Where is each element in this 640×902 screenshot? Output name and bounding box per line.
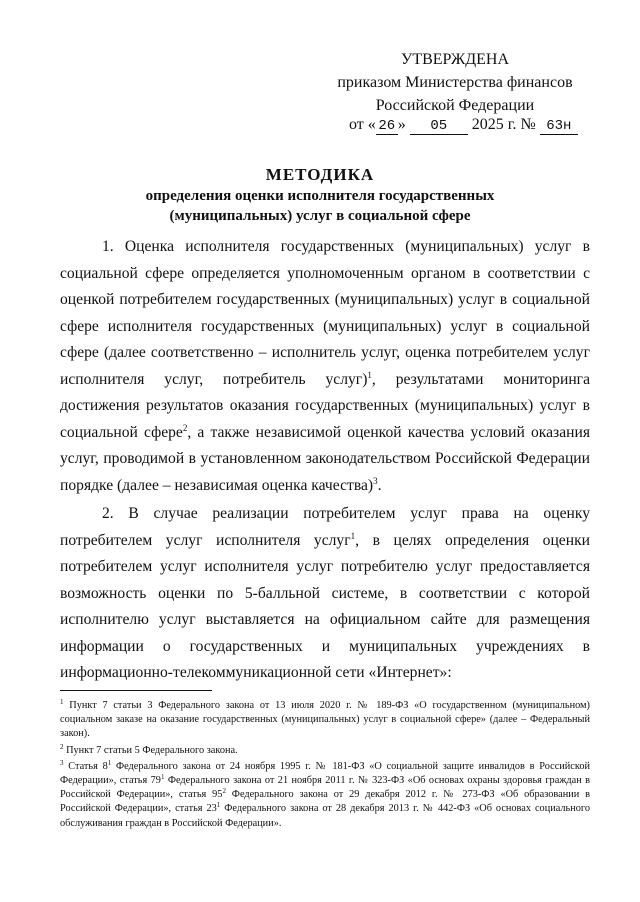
footnote-divider — [60, 690, 212, 691]
order-number: 63н — [540, 118, 578, 135]
approval-country-line: Российской Федерации — [375, 97, 535, 114]
footnote-3-mark: 3 — [60, 758, 64, 767]
document-title — [60, 164, 580, 226]
paragraph-1-text-c: , а также независимой оценкой качества условий оказания услуг, проводимой в установленном законодательством Российской Федерации порядке (далее – независимая оценка качества) — [60, 423, 590, 494]
order-date-number — [349, 116, 578, 135]
title-main: МЕТОДИКА — [265, 165, 375, 184]
approval-ministry-line: приказом Министерства финансов — [337, 74, 573, 91]
title-subtitle-1: определения оценки исполнителя государственных — [145, 188, 495, 204]
title-subtitle-2: (муниципальных) услуг в социальной сфере — [169, 208, 471, 224]
footnote-ref-1: 1 — [367, 369, 372, 380]
footnote-2-mark: 2 — [60, 742, 64, 751]
footnote-1-mark: 1 — [60, 698, 64, 706]
footnote-ref-3: 3 — [373, 475, 378, 486]
footnote-3 — [60, 760, 590, 831]
order-close-quote: » — [397, 116, 406, 133]
footnote-2-text: Пункт 7 статьи 5 Федерального закона. — [63, 744, 238, 756]
footnote-ref-1-repeat: 1 — [350, 530, 356, 541]
footnote-3-text-d: Федерального закона от 29 декабря 2012 г. № 273-ФЗ «Об образовании в Российской Федерации», статья 23 — [60, 789, 590, 815]
footnote-3-sup-1: 1 — [107, 758, 112, 767]
paragraph-1-text-a: 1. Оценка исполнителя государственных (муниципальных) услуг в социальной сфере определяется уполномоченным органом в соответствии с оценкой потребителем государственных (муниципальных) услуг в социальной сфере исполнителя государственных (муниципальных) услуг в социальной сфере (далее соответственно – исполнитель услуг, оценка потребителем услуг исполнителя услуг, потребитель услуг) — [60, 238, 590, 388]
paragraph-2-text-b: , в целях определения оценки потребителем услуг исполнителя услуг потребителю услуг предоставляется возможность оценки по 5-балльной системе, в соответствии с которой исполнителю услуг выставляется на официальном сайте для размещения информации о государственных и муниципальных учреждениях в информационно-телекоммуникационной сети «Интернет»: — [60, 531, 590, 681]
order-year-label: 2025 г. № — [471, 116, 536, 133]
approval-block — [330, 48, 580, 117]
paragraph-1 — [60, 234, 590, 499]
order-from-label: от « — [349, 116, 376, 133]
footnote-3-sup-4: 1 — [216, 801, 221, 810]
order-day: 26 — [376, 118, 398, 135]
order-month: 05 — [410, 118, 468, 135]
footnote-ref-2: 2 — [182, 422, 188, 433]
footnote-1-text: Пункт 7 статьи 3 Федерального закона от 13 июля 2020 г. № 189-ФЗ «О государственном (муниципальном) социальном заказе на оказание государственных (муниципальных) услуг в социальной сфере» (далее – Федеральный закон). — [60, 700, 590, 740]
footnote-3-sup-2: 1 — [160, 773, 165, 782]
footnotes-block — [60, 699, 590, 833]
paragraph-1-text-b: , результатами мониторинга достижения результатов оказания государственных (муниципальных) услуг в социальной сфере — [60, 370, 590, 441]
footnote-3-sup-3: 2 — [222, 787, 226, 796]
footnote-2 — [60, 744, 590, 758]
document-body — [60, 234, 590, 687]
footnote-3-text-e: Федерального закона от 28 декабря 2013 г. № 442-ФЗ «Об основах социального обслуживания граждан в Российской Федерации». — [60, 803, 590, 829]
footnote-3-text-a: Статья 8 — [63, 760, 108, 772]
footnote-1 — [60, 699, 590, 742]
paragraph-1-text-d: . — [377, 476, 382, 494]
footnote-3-text-b: Федерального закона от 24 ноября 1995 г. № 181-ФЗ «О социальной защите инвалидов в Российской Федерации», статья 79 — [60, 760, 590, 787]
paragraph-2 — [60, 501, 590, 687]
approval-stamp: УТВЕРЖДЕНА — [400, 51, 509, 68]
footnote-3-text-c: Федерального закона от 21 ноября 2011 г. № 323-ФЗ «Об основах охраны здоровья граждан в Российской Федерации», статья 95 — [60, 775, 590, 801]
paragraph-2-text-a: 2. В случае реализации потребителем услуг права на оценку потребителем услуг исполнителя услуг — [60, 505, 590, 549]
